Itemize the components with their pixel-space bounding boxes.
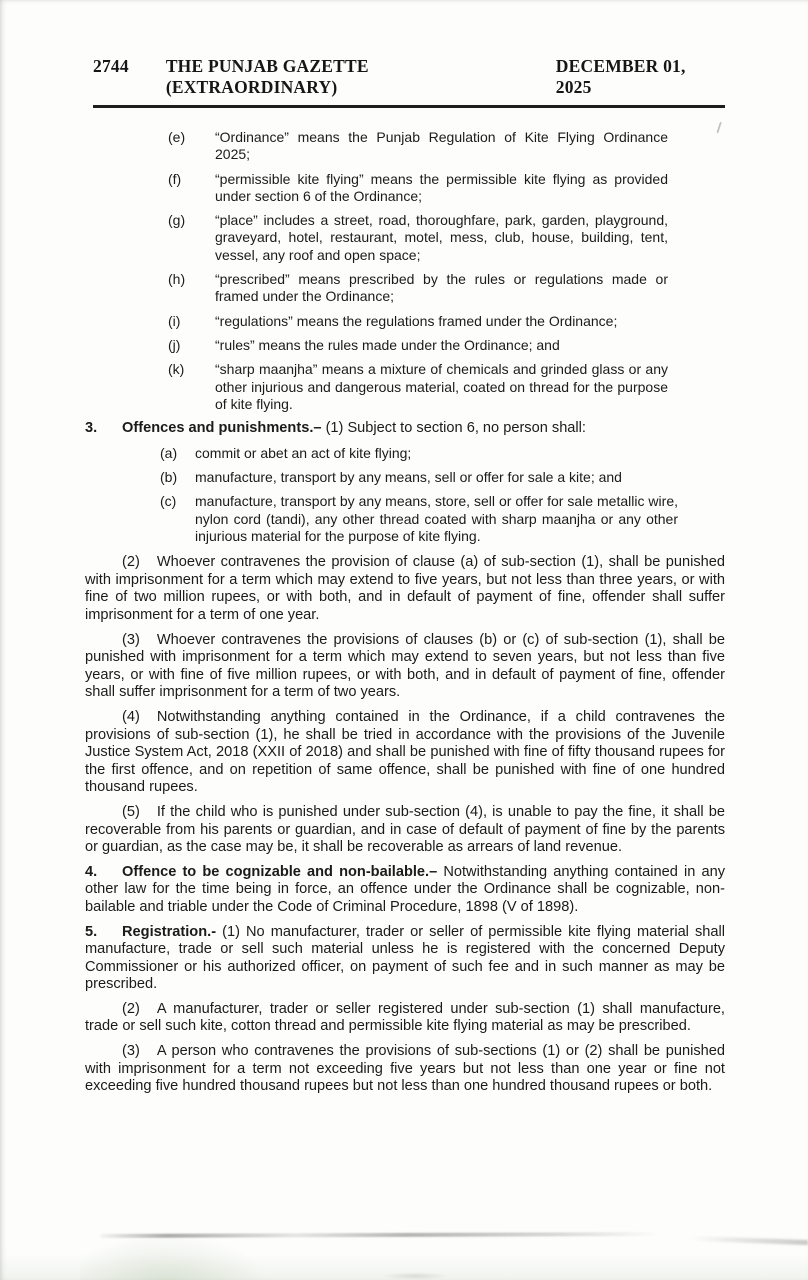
clause-item-c (160, 493, 678, 545)
definition-label: (j) (168, 336, 181, 353)
section-number: 4. (85, 863, 98, 880)
definition-item-e (168, 129, 668, 164)
section-title: Offences and punishments.– (122, 420, 322, 437)
gazette-date: DECEMBER 01, 2025 (555, 56, 686, 97)
paragraph-text: A manufacturer, trader or seller registered under sub-section (1) shall manufacture, trade or sell such kite, cotton thread and permissible kite flying material as may be prescribed. (85, 1000, 725, 1035)
section-4-heading (85, 864, 725, 917)
section-3-paragraph-3 (85, 632, 725, 702)
document-body (85, 129, 725, 1103)
section-3-clauses (160, 445, 678, 545)
scan-mid-smudge (380, 1272, 450, 1280)
paragraph-number: (2) (122, 1000, 140, 1017)
definition-text: “regulations” means the regulations framed under the Ordinance; (215, 312, 618, 329)
definition-text: “permissible kite flying” means the permissible kite flying as provided under section 6 of the Ordinance; (215, 170, 668, 204)
paragraph-number: (3) (122, 631, 140, 648)
paragraph-text: If the child who is punished under sub-section (4), is unable to pay the fine, it shall be recoverable from his parents or guardian, and in case of default of payment of fine by the parents or guardian, as the case may be, it shall be recoverable as arrears of land revenue. (85, 803, 725, 856)
section-5-heading (85, 924, 725, 994)
definition-item-k (168, 361, 668, 413)
definition-text: “prescribed” means prescribed by the rules or regulations made or framed under the Ordinance; (215, 271, 668, 305)
section-number: 5. (85, 923, 98, 940)
paragraph-number: (4) (122, 708, 140, 725)
definition-item-f (168, 171, 668, 206)
section-title: Offence to be cognizable and non-bailable.– (122, 863, 438, 880)
paragraph-number: (3) (122, 1043, 140, 1060)
section-intro: (1) Subject to section 6, no person shall: (325, 420, 586, 437)
gazette-title: THE PUNJAB GAZETTE (EXTRAORDINARY) (165, 56, 369, 97)
section-3-paragraph-5 (85, 804, 725, 857)
clause-item-a (160, 445, 678, 462)
definition-text: “place” includes a street, road, thoroughfare, park, garden, playground, graveyard, hotel, restaurant, motel, mess, club, house, building, tent, vessel, any roof and open space; (215, 212, 668, 263)
definition-label: (h) (168, 271, 186, 288)
clause-label: (c) (160, 493, 177, 510)
definition-text: “rules” means the rules made under the Ordinance; and (215, 336, 560, 353)
definition-item-j (168, 337, 668, 354)
definition-label: (f) (168, 170, 182, 187)
section-5-paragraph-3 (85, 1043, 725, 1096)
definition-label: (e) (168, 129, 186, 145)
paragraph-number: (2) (122, 554, 140, 571)
definition-item-i (168, 313, 668, 330)
paragraph-text: Notwithstanding anything contained in the Ordinance, if a child contravenes the provisions of sub-section (1), he shall be tried in accordance with the provisions of the Juvenile Justice System Act, 2018 (XXII of 2018) and shall be punished with fine of fifty thousand rupees for the first offence, and on repetition of same offence, shall be punished with fine of one hundred thousand rupees. (85, 708, 725, 796)
section-3-paragraph-4 (85, 709, 725, 797)
section-intro: (1) No manufacturer, trader or seller of permissible kite flying material shall manufacture, trade or sell such material unless he is registered with the concerned Deputy Commissioner or his authorized officer, on payment of such fee and in such manner as may be prescribed. (85, 923, 725, 993)
clause-label: (a) (160, 444, 178, 461)
section-3-heading (85, 420, 725, 438)
clause-text: commit or abet an act of kite flying; (195, 444, 412, 461)
section-number: 3. (85, 420, 98, 437)
section-text: Notwithstanding anything contained in any other law for the time being in force, an offence under the Ordinance shall be cognizable, non-bailable and triable under the Code of Criminal Procedure, 1898 (V of 1898). (85, 863, 725, 915)
clause-text: manufacture, transport by any means, store, sell or offer for sale metallic wire, nylon cord (tandi), any other thread coated with sharp maanjha or any other injurious material for the purpose of kite flying. (195, 493, 678, 544)
definition-label: (i) (168, 312, 181, 329)
paragraph-text: Whoever contravenes the provision of clause (a) of sub-section (1), shall be punished with imprisonment for a term which may extend to five years, but not less than three years, or with fine of two million rupees, or with both, and in default of payment of fine, offender shall suffer imprisonment for a term of one year. (85, 554, 725, 624)
clause-label: (b) (160, 469, 178, 486)
definition-text: “sharp maanjha” means a mixture of chemicals and grinded glass or any other injurious and dangerous material, coated on thread for the purpose of kite flying. (215, 361, 668, 412)
definition-label: (g) (168, 212, 186, 229)
scan-smudge-bottom-right (690, 1236, 808, 1245)
definition-item-h (168, 271, 668, 306)
paragraph-number: (5) (122, 803, 140, 820)
section-title: Registration.- (122, 923, 217, 940)
section-5-paragraph-2 (85, 1001, 725, 1036)
definition-text: “Ordinance” means the Punjab Regulation of Kite Flying Ordinance 2025; (215, 129, 668, 163)
page-number: 2744 (93, 56, 129, 76)
definition-label: (k) (168, 361, 185, 378)
section-3-paragraph-2 (85, 554, 725, 624)
paragraph-text: A person who contravenes the provisions of sub-sections (1) or (2) shall be punished with imprisonment for a term not exceeding five years but not less than one year or fine not exceeding five hundred thousand rupees but not less than one hundred thousand rupees or both. (85, 1043, 725, 1095)
paragraph-text: Whoever contravenes the provisions of clauses (b) or (c) of sub-section (1), shall be punished with imprisonment for a term which may extend to seven years, but not less than five years, or with fine of five million rupees, or with both, and in default of payment of fine, offender shall suffer imprisonment for a term of two years. (85, 631, 725, 701)
clause-text: manufacture, transport by any means, sell or offer for sale a kite; and (195, 469, 622, 486)
clause-item-b (160, 469, 678, 486)
definition-item-g (168, 212, 668, 264)
definitions-list (168, 129, 668, 413)
page-header (93, 56, 725, 108)
